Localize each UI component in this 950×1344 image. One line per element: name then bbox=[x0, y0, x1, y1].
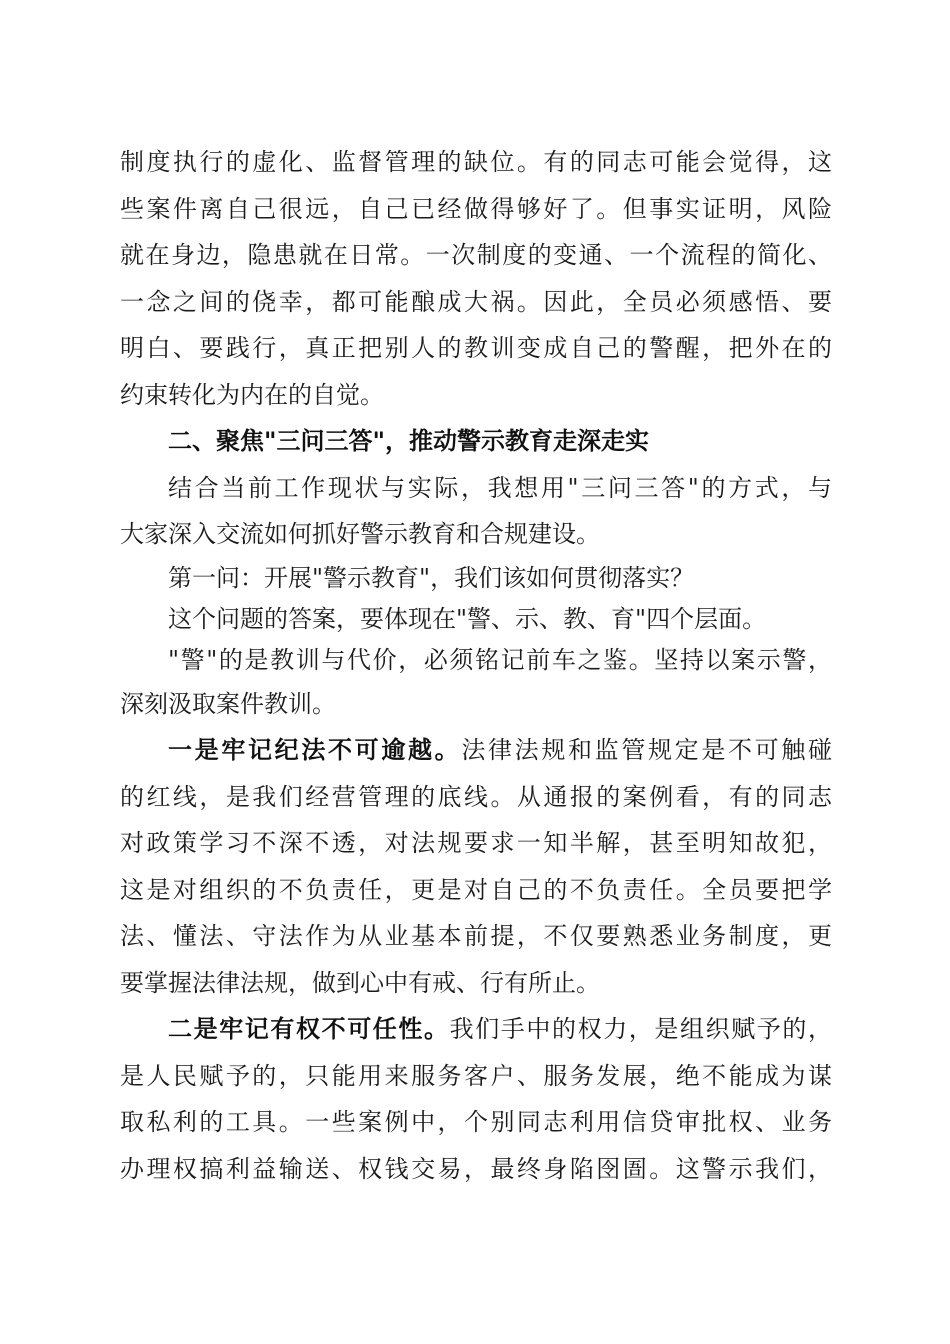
paragraph-line: 是人民赋予的，只能用来服务客户、服务发展，绝不能成为谋 bbox=[120, 1061, 832, 1090]
paragraph-lead-phrase: 一是牢记纪法不可逾越。 bbox=[168, 736, 462, 764]
section-heading: 二、聚焦"三问三答"，推动警示教育走深走实 bbox=[168, 427, 650, 455]
question-line: 第一问：开展"警示教育"，我们该如何贯彻落实？ bbox=[168, 563, 695, 592]
paragraph-line: 结合当前工作现状与实际，我想用"三问三答"的方式，与 bbox=[168, 473, 832, 502]
paragraph-line: 一念之间的侥幸，都可能酿成大祸。因此，全员必须感悟、要 bbox=[120, 287, 832, 316]
paragraph-line: 取私利的工具。一些案例中，个别同志利用信贷审批权、业务 bbox=[120, 1108, 832, 1136]
paragraph-line: 办理权搞利益输送、权钱交易，最终身陷囹圄。这警示我们， bbox=[120, 1154, 832, 1183]
paragraph-line: 明白、要践行，真正把别人的教训变成自己的警醒，把外在的 bbox=[120, 334, 832, 362]
paragraph-lead-rest: 法律法规和监管规定是不可触碰 bbox=[461, 736, 832, 764]
paragraph-line: 法、懂法、守法作为从业基本前提，不仅要熟悉业务制度，更 bbox=[120, 922, 832, 950]
paragraph-first-line bbox=[120, 1006, 832, 1053]
paragraph-line: 制度执行的虚化、监督管理的缺位。有的同志可能会觉得，这 bbox=[120, 148, 832, 176]
paragraph-line: 这是对组织的不负责任，更是对自己的不负责任。全员要把学 bbox=[120, 875, 832, 904]
document-body bbox=[120, 139, 832, 1192]
paragraph-line: "警"的是教训与代价，必须铭记前车之鉴。坚持以案示警， bbox=[168, 645, 832, 674]
paragraph-line: 大家深入交流如何抓好警示教育和合规建设。 bbox=[120, 520, 600, 548]
paragraph-line: 约束转化为内在的自觉。 bbox=[120, 380, 384, 409]
paragraph-line: 要掌握法律法规，做到心中有戒、行有所止。 bbox=[120, 968, 600, 997]
paragraph-line: 深刻汲取案件教训。 bbox=[120, 689, 336, 718]
paragraph-lead-rest: 我们手中的权力，是组织赋予的， bbox=[449, 1015, 832, 1043]
paragraph-line: 些案件离自己很远，自己已经做得够好了。但事实证明，风险 bbox=[120, 194, 832, 223]
paragraph-line: 对政策学习不深不透，对法规要求一知半解，甚至明知故犯， bbox=[120, 829, 832, 857]
paragraph-line: 这个问题的答案，要体现在"警、示、教、育"四个层面。 bbox=[168, 604, 767, 633]
paragraph-line: 的红线，是我们经营管理的底线。从通报的案例看，有的同志 bbox=[120, 782, 832, 811]
paragraph-lead-phrase: 二是牢记有权不可任性。 bbox=[168, 1015, 450, 1043]
paragraph-first-line bbox=[120, 727, 832, 774]
paragraph-line: 就在身边，隐患就在日常。一次制度的变通、一个流程的简化、 bbox=[120, 241, 832, 269]
